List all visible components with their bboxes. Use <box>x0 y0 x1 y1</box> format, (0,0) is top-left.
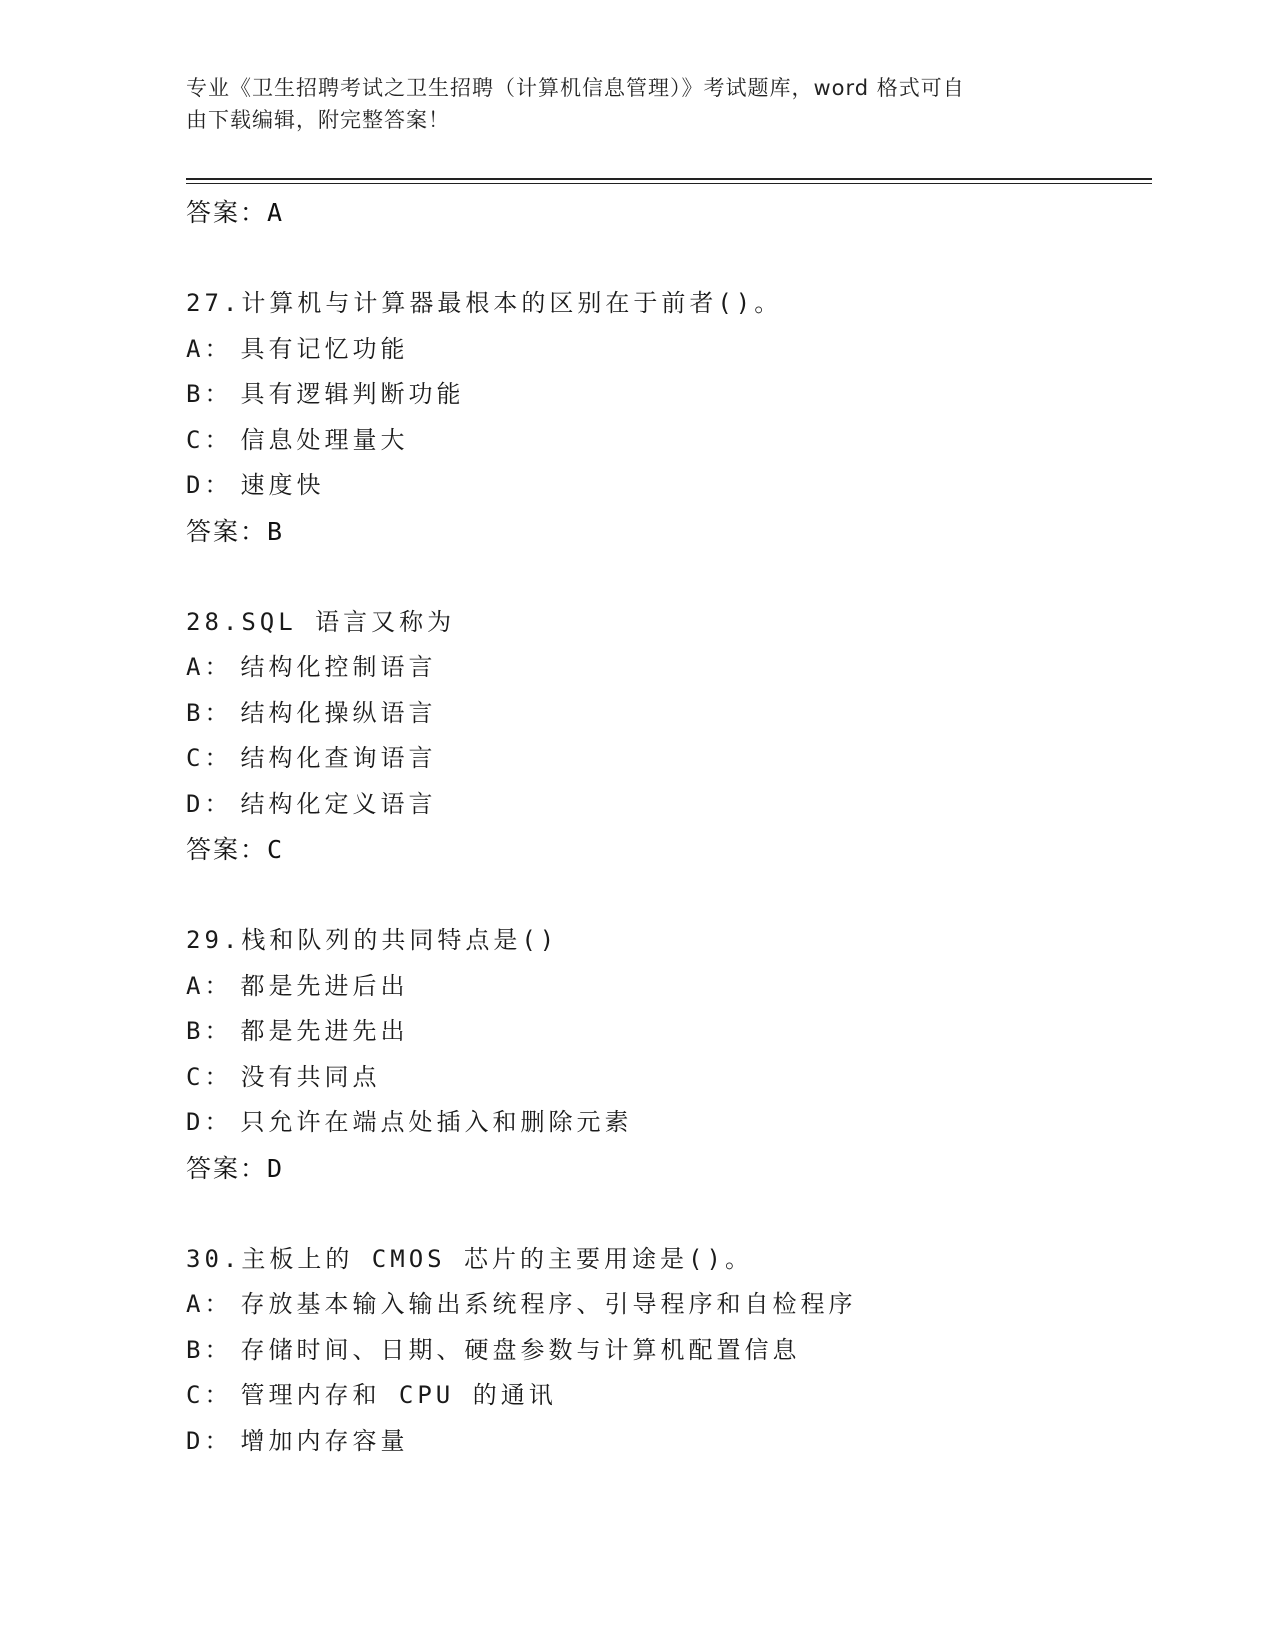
option-item <box>186 372 1152 418</box>
option-letter: C： <box>186 1062 233 1091</box>
option-letter: B： <box>186 380 233 408</box>
option-item <box>186 964 1152 1010</box>
option-text: 没有共同点 <box>240 1062 381 1091</box>
option-item <box>186 327 1152 373</box>
question-list <box>186 190 1152 1464</box>
answer-value: D <box>267 1153 285 1183</box>
option-letter: D： <box>186 1108 233 1136</box>
option-letter: D： <box>186 789 233 818</box>
option-text: 都是先进先出 <box>240 1017 409 1045</box>
option-text: 结构化操纵语言 <box>240 698 437 727</box>
option-letter: D： <box>186 1426 233 1455</box>
option-item <box>186 645 1152 691</box>
answer-label: 答案： <box>186 198 268 227</box>
option-item <box>186 782 1152 828</box>
question-stem: 27.计算机与计算器最根本的区别在于前者()。 <box>186 289 783 317</box>
page-header <box>186 72 1086 136</box>
question-stem: 29.栈和队列的共同特点是() <box>186 926 559 954</box>
option-item <box>186 463 1152 509</box>
option-item <box>186 1419 1152 1465</box>
option-text: 增加内存容量 <box>240 1426 409 1455</box>
option-letter: A： <box>186 653 233 681</box>
option-letter: C： <box>186 1381 233 1409</box>
option-text: 存放基本输入输出系统程序、引导程序和自检程序 <box>240 1290 857 1318</box>
option-text: 具有逻辑判断功能 <box>240 380 465 408</box>
option-letter: B： <box>186 1335 233 1364</box>
answer-label: 答案： <box>186 516 268 546</box>
header-rule-thin <box>186 183 1152 184</box>
answer-value: C <box>267 835 285 864</box>
option-letter: B： <box>186 1017 233 1045</box>
option-text: 结构化定义语言 <box>240 789 437 818</box>
header-line-1: 专业《卫生招聘考试之卫生招聘（计算机信息管理）》考试题库，word 格式可自 <box>186 76 965 100</box>
answer-label: 答案： <box>186 835 268 864</box>
option-letter: D： <box>186 471 233 499</box>
answer-label: 答案： <box>186 1153 268 1183</box>
option-letter: A： <box>186 334 233 363</box>
option-item <box>186 1100 1152 1146</box>
option-letter: C： <box>186 744 233 772</box>
option-item <box>186 1055 1152 1101</box>
answer-value: B <box>267 516 285 546</box>
option-item <box>186 691 1152 737</box>
option-letter: A： <box>186 971 233 1000</box>
answer-line <box>186 827 1152 873</box>
option-item <box>186 1328 1152 1374</box>
option-letter: C： <box>186 425 233 454</box>
option-item <box>186 418 1152 464</box>
header-line-2: 由下载编辑，附完整答案！ <box>186 108 450 132</box>
question-stem: 28.SQL 语言又称为 <box>186 607 456 636</box>
option-text: 结构化查询语言 <box>240 744 437 772</box>
option-item <box>186 736 1152 782</box>
option-text: 存储时间、日期、硬盘参数与计算机配置信息 <box>240 1335 801 1364</box>
option-text: 只允许在端点处插入和删除元素 <box>240 1108 633 1136</box>
answer-line <box>186 509 1152 555</box>
option-item <box>186 1373 1152 1419</box>
option-text: 都是先进后出 <box>240 971 409 1000</box>
answer-line <box>186 1146 1152 1192</box>
option-text: 速度快 <box>240 471 325 499</box>
answer-line <box>186 190 1152 236</box>
option-letter: A： <box>186 1290 233 1318</box>
option-item <box>186 1282 1152 1328</box>
question-stem: 30.主板上的 CMOS 芯片的主要用途是()。 <box>186 1244 753 1273</box>
answer-value: A <box>267 198 285 227</box>
option-letter: B： <box>186 698 233 727</box>
option-text: 结构化控制语言 <box>240 653 437 681</box>
option-text: 具有记忆功能 <box>240 334 409 363</box>
header-rule-thick <box>186 178 1152 180</box>
option-item <box>186 1009 1152 1055</box>
option-text: 信息处理量大 <box>240 425 409 454</box>
option-text: 管理内存和 CPU 的通讯 <box>240 1381 557 1409</box>
